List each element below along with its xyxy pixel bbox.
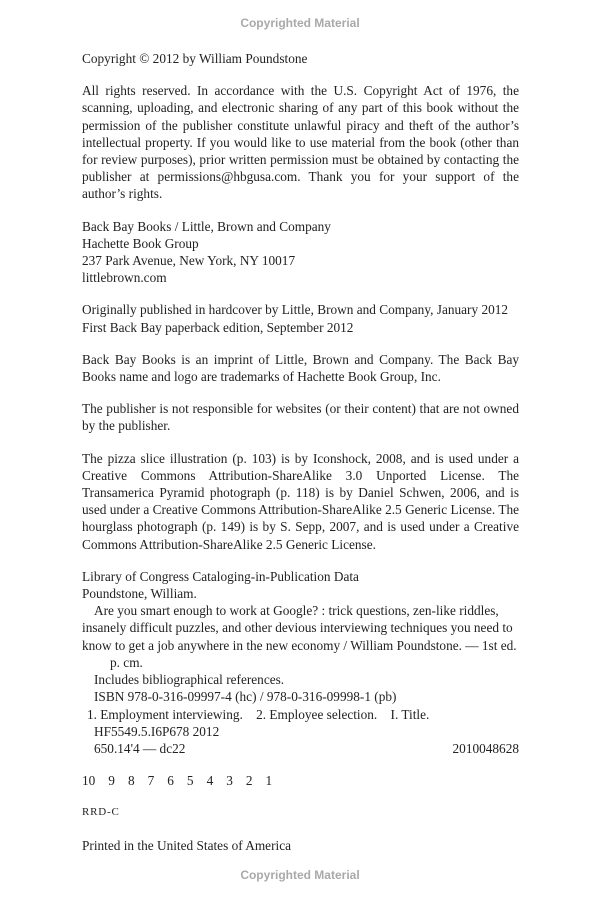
print-number: 8 bbox=[127, 773, 135, 789]
cip-pages: p. cm. bbox=[110, 654, 143, 670]
print-number: 6 bbox=[167, 773, 174, 789]
print-line bbox=[82, 772, 519, 789]
cip-isbn: ISBN 978-0-316-09997-4 (hc) / 978-0-316-09998-1 (pb) bbox=[94, 689, 397, 705]
responsibility-paragraph: The publisher is not responsible for websites (or their content) that are not owned by the publisher. bbox=[82, 401, 519, 434]
watermark-bottom: Copyrighted Material bbox=[240, 868, 360, 882]
publisher-address-line: Back Bay Books / Little, Brown and Company bbox=[82, 218, 331, 234]
cip-lccn: 2010048628 bbox=[452, 740, 519, 756]
cip-dewey: 650.14'4 — dc22 bbox=[94, 740, 186, 756]
publisher-address-line: Hachette Book Group bbox=[82, 235, 199, 251]
print-number: 2 bbox=[245, 773, 253, 789]
edition-line: Originally published in hardcover by Little, Brown and Company, January 2012 bbox=[82, 302, 509, 318]
cip-lc-class: HF5549.5.I6P678 2012 bbox=[94, 723, 220, 739]
copyright-page-content bbox=[82, 50, 519, 869]
print-number: 3 bbox=[226, 773, 233, 789]
print-number: 1 bbox=[265, 773, 273, 789]
cip-title-line: Are you smart enough to work at Google? : trick questions, zen-like riddles, bbox=[94, 603, 499, 619]
copyright-line: Copyright © 2012 by William Poundstone bbox=[82, 51, 308, 66]
print-number: 7 bbox=[147, 773, 155, 789]
printer-code: RRD-C bbox=[82, 806, 120, 819]
publisher-address bbox=[82, 218, 519, 287]
cip-heading: Library of Congress Cataloging-in-Publication Data bbox=[82, 568, 359, 584]
imprint-paragraph: Back Bay Books is an imprint of Little, Brown and Company. The Back Bay Books name and logo are trademarks of Hachette Book Group, Inc. bbox=[82, 351, 519, 385]
cip-author: Poundstone, William. bbox=[82, 586, 197, 602]
cip-bibliography: Includes bibliographical references. bbox=[94, 672, 285, 688]
cip-title-line: insanely difficult puzzles, and other devious interviewing techniques you need to bbox=[82, 620, 513, 636]
cip-subjects: 1. Employment interviewing. 2. Employee selection. I. Title. bbox=[87, 706, 430, 722]
cip-title-line: know to get a job anywhere in the new economy / William Poundstone. — 1st ed. bbox=[82, 637, 517, 653]
print-number: 5 bbox=[186, 773, 194, 789]
publisher-website: littlebrown.com bbox=[82, 270, 167, 286]
printed-in: Printed in the United States of America bbox=[82, 837, 292, 853]
edition-line: First Back Bay paperback edition, September 2012 bbox=[82, 319, 354, 335]
publisher-address-line: 237 Park Avenue, New York, NY 10017 bbox=[82, 253, 296, 269]
credits-paragraph: The pizza slice illustration (p. 103) is by Iconshock, 2008, and is used under a Creative Commons Attribution-ShareAlike 3.0 Unported License. The Transamerica Pyramid photograph (p. 118) is by Daniel Schwen, 2006, and is used under a Creative Commons Attribution-ShareAlike 2.5 Generic License. The hourglass photograph (p. 149) is by S. Sepp, 2007, and is used under a Creative Commons Attribution-ShareAlike 2.5 Generic License. bbox=[82, 450, 519, 552]
cip-classification-row bbox=[82, 740, 519, 757]
print-number: 4 bbox=[206, 773, 214, 789]
cip-data-block bbox=[82, 568, 519, 757]
print-number: 9 bbox=[108, 773, 115, 789]
watermark-top: Copyrighted Material bbox=[240, 16, 360, 30]
rights-paragraph: All rights reserved. In accordance with the U.S. Copyright Act of 1976, the scanning, uploading, and electronic sharing of any part of this book without the permission of the publisher constitute unlawful piracy and theft of the author’s intellectual property. If you would like to use material from the book (other than for review purposes), prior written permission must be obtained by contacting the publisher at permissions@hbgusa.com. Thank you for your support of the author’s rights. bbox=[82, 83, 519, 202]
edition-info bbox=[82, 301, 519, 335]
print-number: 10 bbox=[82, 773, 96, 789]
